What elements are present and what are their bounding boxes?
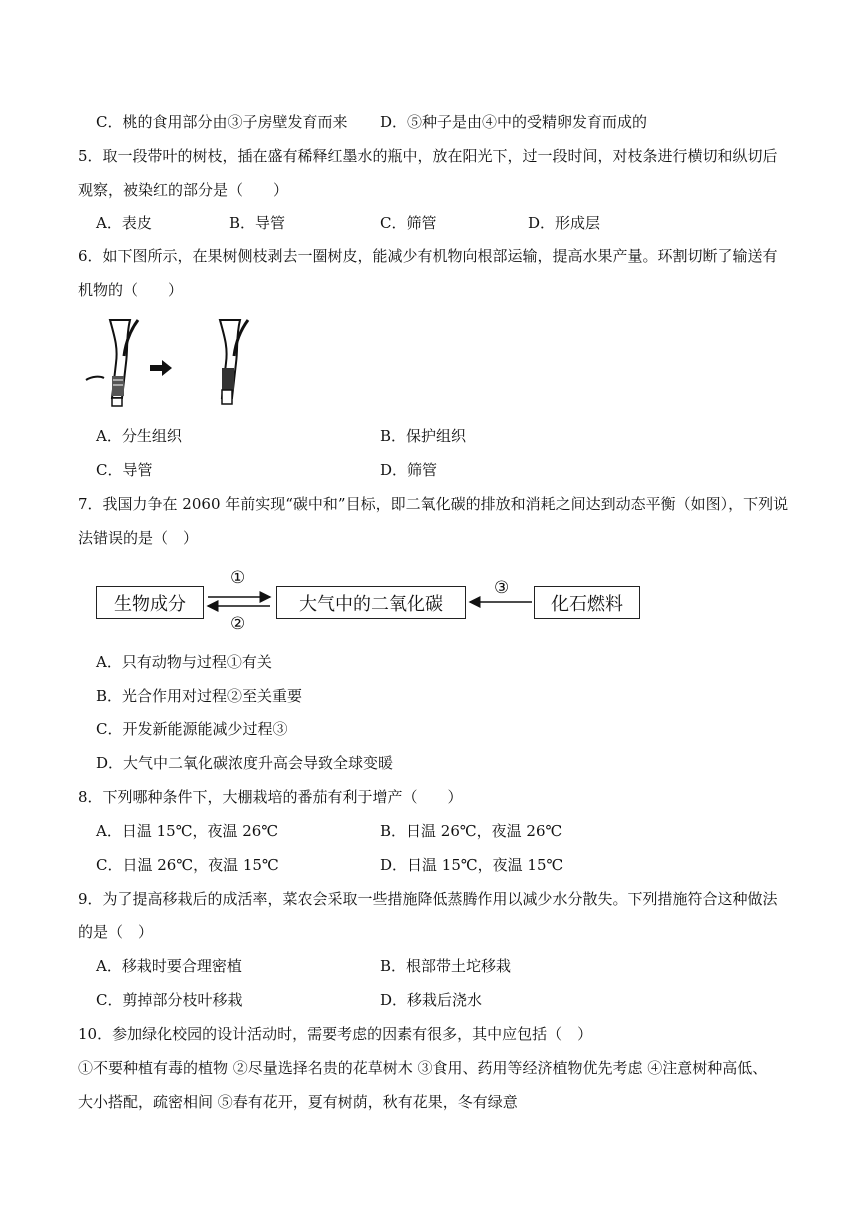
label-process-2: ② — [230, 614, 246, 634]
q4-option-d: D．⑤种子是由④中的受精卵发育而成的 — [380, 113, 648, 131]
q8-option-b: B．日温 26℃，夜温 26℃ — [380, 822, 563, 840]
q6-stem-line1: 6．如下图所示，在果树侧枝剥去一圈树皮，能减少有机物向根部运输，提高水果产量。环割切断了输送有 — [78, 247, 778, 265]
label-process-1: ① — [230, 568, 246, 588]
q8-option-a: A．日温 15℃，夜温 26℃ — [96, 822, 279, 840]
q6-option-b: B．保护组织 — [380, 427, 467, 445]
q6-option-c: C．导管 — [96, 461, 153, 479]
carbon-cycle-diagram — [96, 568, 641, 638]
q7-option-b: B．光合作用对过程②至关重要 — [96, 687, 303, 705]
q5-option-c: C．筛管 — [380, 214, 437, 232]
q9-option-c: C．剪掉部分枝叶移栽 — [96, 991, 243, 1009]
arrow-right-icon — [150, 360, 172, 376]
q7-option-d: D．大气中二氧化碳浓度升高会导致全球变暖 — [96, 754, 394, 772]
branch-before-icon — [86, 320, 138, 406]
branch-after-icon — [220, 320, 248, 404]
q5-option-a: A．表皮 — [96, 214, 152, 232]
q8-option-c: C．日温 26℃，夜温 15℃ — [96, 856, 279, 874]
q6-option-d: D．筛管 — [380, 461, 438, 479]
box-biotic-components: 生物成分 — [96, 586, 204, 619]
girdling-branch-figure — [80, 318, 260, 413]
q9-stem-line1: 9．为了提高移栽后的成活率，菜农会采取一些措施降低蒸腾作用以减少水分散失。下列措施符合这种做法 — [78, 890, 778, 908]
q5-stem-line2: 观察，被染红的部分是（ ） — [78, 181, 289, 199]
box-atmospheric-co2: 大气中的二氧化碳 — [276, 586, 466, 619]
q5-option-b: B．导管 — [229, 214, 286, 232]
q9-option-d: D．移栽后浇水 — [380, 991, 483, 1009]
diagram-arrows — [96, 568, 641, 638]
q9-option-b: B．根部带土坨移栽 — [380, 957, 512, 975]
q6-option-a: A．分生组织 — [96, 427, 182, 445]
q5-option-d: D．形成层 — [528, 214, 601, 232]
q8-stem: 8．下列哪种条件下，大棚栽培的番茄有利于增产（ ） — [78, 788, 463, 806]
q5-stem-line1: 5．取一段带叶的树枝，插在盛有稀释红墨水的瓶中，放在阳光下，过一段时间，对枝条进行横切和纵切后 — [78, 147, 778, 165]
q4-option-c: C．桃的食用部分由③子房壁发育而来 — [96, 113, 348, 131]
box-fossil-fuels: 化石燃料 — [534, 586, 640, 619]
q7-option-a: A．只有动物与过程①有关 — [96, 653, 272, 671]
q7-stem-line2: 法错误的是（ ） — [78, 529, 199, 547]
q10-stem: 10．参加绿化校园的设计活动时，需要考虑的因素有很多，其中应包括（ ） — [78, 1025, 593, 1043]
label-process-3: ③ — [494, 578, 510, 598]
q8-option-d: D．日温 15℃，夜温 15℃ — [380, 856, 564, 874]
q9-stem-line2: 的是（ ） — [78, 923, 154, 941]
q6-stem-line2: 机物的（ ） — [78, 281, 184, 299]
q10-items-line1: ①不要种植有毒的植物 ②尽量选择名贵的花草树木 ③食用、药用等经济植物优先考虑 ④注意树种高低、 — [78, 1059, 768, 1077]
q7-option-c: C．开发新能源能减少过程③ — [96, 720, 288, 738]
q9-option-a: A．移栽时要合理密植 — [96, 957, 242, 975]
q10-items-line2: 大小搭配，疏密相间 ⑤春有花开，夏有树荫，秋有花果，冬有绿意 — [78, 1093, 518, 1111]
q7-stem-line1: 7．我国力争在 2060 年前实现“碳中和”目标，即二氧化碳的排放和消耗之间达到动态平衡（如图），下列说 — [78, 495, 789, 513]
